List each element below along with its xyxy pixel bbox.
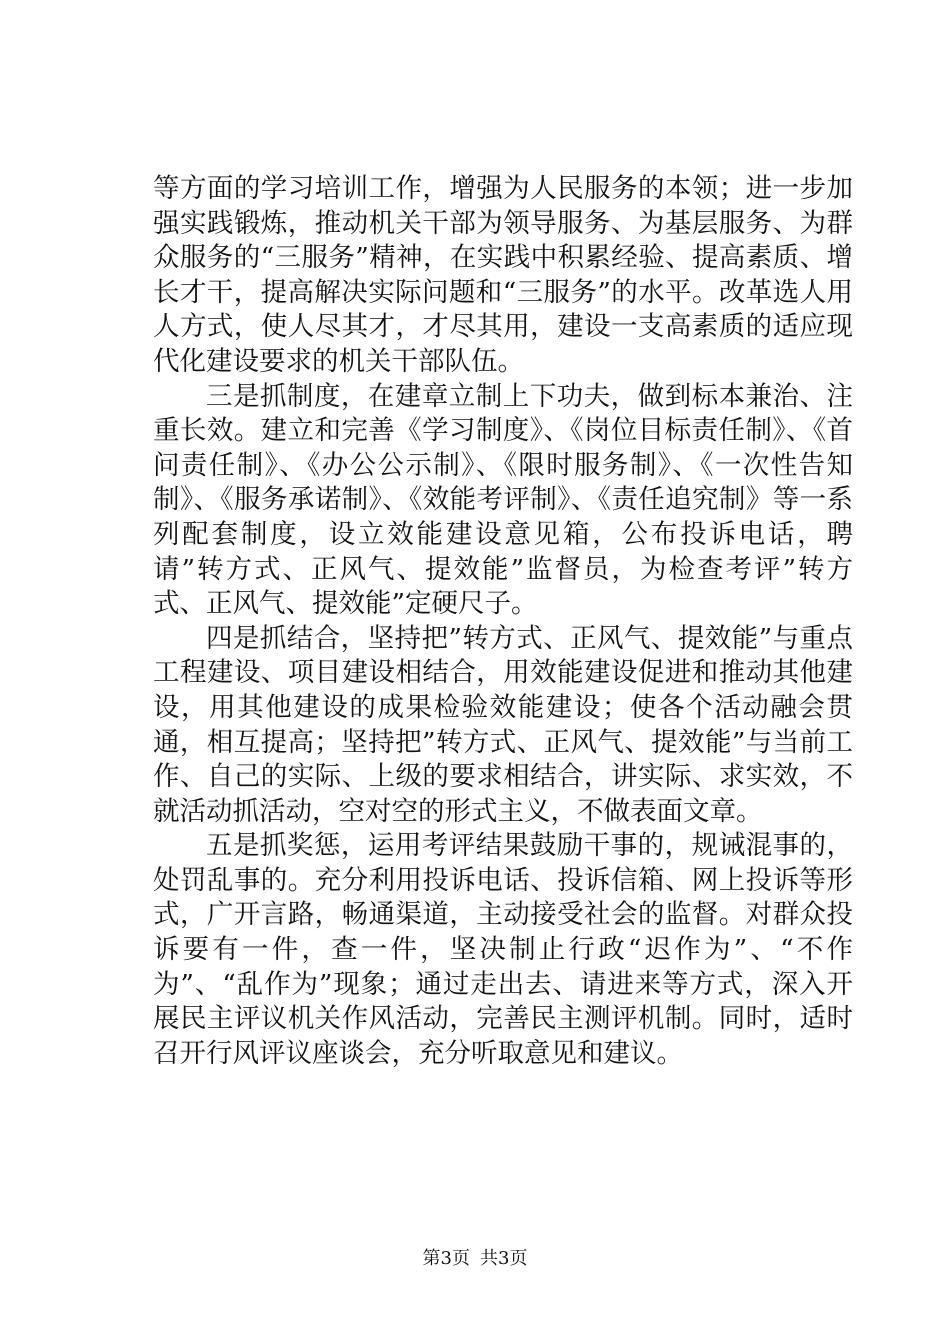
paragraph-continuation: 等方面的学习培训工作，增强为人民服务的本领；进一步加强实践锻炼，推动机关干部为领导服务、为基层服务、为群众服务的“三服务”精神，在实践中积累经验、提高素质、增长才干，提高解决实际问题和“三服务”的水平。改革选人用人方式，使人尽其才，才尽其用，建设一支高素质的适应现代化建设要求的机关干部队伍。 (153, 173, 853, 377)
document-body (153, 172, 853, 1071)
page-footer (0, 1244, 950, 1270)
page-total: 共3页 (480, 1248, 528, 1269)
page-number: 第3页 (422, 1248, 470, 1269)
paragraph-four-combination: 四是抓结合，坚持把”转方式、正风气、提效能”与重点工程建设、项目建设相结合，用效能建设促进和推动其他建设，用其他建设的成果检验效能建设；使各个活动融会贯通，相互提高；坚持把”转方式、正风气、提效能”与当前工作、自己的实际、上级的要求相结合，讲实际、求实效，不就活动抓活动，空对空的形式主义，不做表面文章。 (153, 622, 853, 827)
paragraph-five-rewards: 五是抓奖惩，运用考评结果鼓励干事的，规诫混事的，处罚乱事的。充分利用投诉电话、投诉信箱、网上投诉等形式，广开言路，畅通渠道，主动接受社会的监督。对群众投诉要有一件，查一件，坚决制止行政“迟作为”、“不作为”、“乱作为”现象；通过走出去、请进来等方式，深入开展民主评议机关作风活动，完善民主测评机制。同时，适时召开行风评议座谈会，充分听取意见和建议。 (153, 830, 853, 1069)
paragraph-three-system: 三是抓制度，在建章立制上下功夫，做到标本兼治、注重长效。建立和完善《学习制度》、《岗位目标责任制》、《首问责任制》、《办公公示制》、《限时服务制》、《一次性告知制》、《服务承诺制》、《效能考评制》、《责任追究制》等一系列配套制度，设立效能建设意见箱，公布投诉电话，聘请”转方式、正风气、提效能”监督员，为检查考评”转方式、正风气、提效能”定硬尺子。 (153, 380, 853, 620)
